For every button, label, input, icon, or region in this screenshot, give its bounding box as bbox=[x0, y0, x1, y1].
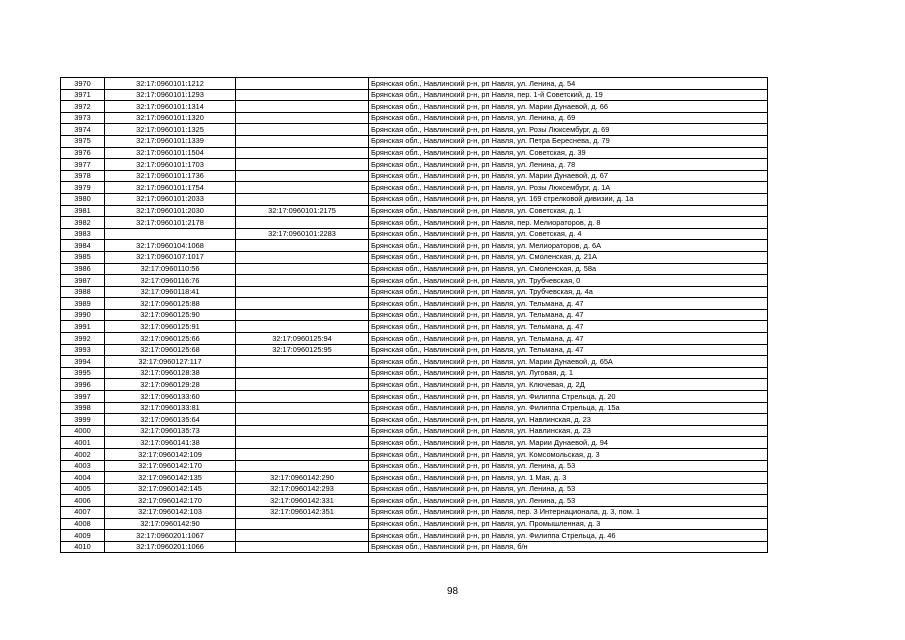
row-number-cell: 3987 bbox=[61, 275, 105, 287]
row-number-cell: 3971 bbox=[61, 89, 105, 101]
table-row bbox=[61, 135, 768, 147]
address-cell: Брянская обл., Навлинский р-н, рп Навля, ул. Марии Дунаевой, д. 65А bbox=[369, 356, 768, 368]
cadastral-number-cell: 32:17:0960101:1339 bbox=[105, 135, 236, 147]
table-row bbox=[61, 217, 768, 229]
address-cell: Брянская обл., Навлинский р-н, рп Навля, ул. Розы Люксембург, д. 1А bbox=[369, 182, 768, 194]
cadastral-number-cell: 32:17:0960141:38 bbox=[105, 437, 236, 449]
cadastral-number-cell: 32:17:0960201:1067 bbox=[105, 530, 236, 542]
row-number-cell: 3970 bbox=[61, 78, 105, 90]
table-row bbox=[61, 78, 768, 90]
cadastral-number-cell: 32:17:0960104:1068 bbox=[105, 240, 236, 252]
table-row bbox=[61, 275, 768, 287]
previous-cadastral-number-cell bbox=[236, 518, 369, 530]
registry-table bbox=[60, 77, 768, 553]
table-row bbox=[61, 298, 768, 310]
cadastral-number-cell: 32:17:0960101:1736 bbox=[105, 170, 236, 182]
cadastral-number-cell: 32:17:0960127:117 bbox=[105, 356, 236, 368]
row-number-cell: 3997 bbox=[61, 391, 105, 403]
cadastral-number-cell: 32:17:0960110:56 bbox=[105, 263, 236, 275]
cadastral-number-cell: 32:17:0960133:81 bbox=[105, 402, 236, 414]
previous-cadastral-number-cell bbox=[236, 135, 369, 147]
address-cell: Брянская обл., Навлинский р-н, рп Навля, ул. Марии Дунаевой, д. 94 bbox=[369, 437, 768, 449]
cadastral-number-cell: 32:17:0960128:38 bbox=[105, 367, 236, 379]
cadastral-number-cell: 32:17:0960101:2030 bbox=[105, 205, 236, 217]
previous-cadastral-number-cell: 32:17:0960101:2175 bbox=[236, 205, 369, 217]
row-number-cell: 3985 bbox=[61, 251, 105, 263]
table-row bbox=[61, 228, 768, 240]
table-row bbox=[61, 367, 768, 379]
address-cell: Брянская обл., Навлинский р-н, рп Навля, ул. Ленина, д. 53 bbox=[369, 495, 768, 507]
previous-cadastral-number-cell bbox=[236, 367, 369, 379]
table-row bbox=[61, 483, 768, 495]
previous-cadastral-number-cell bbox=[236, 425, 369, 437]
address-cell: Брянская обл., Навлинский р-н, рп Навля, ул. Комсомольская, д. 3 bbox=[369, 449, 768, 461]
address-cell: Брянская обл., Навлинский р-н, рп Навля, ул. Смоленская, д. 21А bbox=[369, 251, 768, 263]
address-cell: Брянская обл., Навлинский р-н, рп Навля, ул. Навлинская, д. 23 bbox=[369, 414, 768, 426]
table-row bbox=[61, 124, 768, 136]
cadastral-number-cell: 32:17:0960142:170 bbox=[105, 495, 236, 507]
previous-cadastral-number-cell bbox=[236, 298, 369, 310]
table-row bbox=[61, 472, 768, 484]
table-row bbox=[61, 333, 768, 345]
previous-cadastral-number-cell bbox=[236, 286, 369, 298]
previous-cadastral-number-cell bbox=[236, 112, 369, 124]
previous-cadastral-number-cell bbox=[236, 147, 369, 159]
row-number-cell: 3972 bbox=[61, 101, 105, 113]
cadastral-number-cell: 32:17:0960101:1754 bbox=[105, 182, 236, 194]
previous-cadastral-number-cell: 32:17:0960101:2283 bbox=[236, 228, 369, 240]
cadastral-number-cell: 32:17:0960142:135 bbox=[105, 472, 236, 484]
address-cell: Брянская обл., Навлинский р-н, рп Навля, ул. Советская, д. 4 bbox=[369, 228, 768, 240]
previous-cadastral-number-cell bbox=[236, 391, 369, 403]
address-cell: Брянская обл., Навлинский р-н, рп Навля, ул. Петра Береснева, д. 79 bbox=[369, 135, 768, 147]
page-number: 98 bbox=[446, 586, 459, 597]
cadastral-number-cell: 32:17:0960142:109 bbox=[105, 449, 236, 461]
address-cell: Брянская обл., Навлинский р-н, рп Навля, ул. Тельмана, д. 47 bbox=[369, 344, 768, 356]
table-row bbox=[61, 112, 768, 124]
previous-cadastral-number-cell bbox=[236, 170, 369, 182]
address-cell: Брянская обл., Навлинский р-н, рп Навля, ул. Ленина, д. 54 bbox=[369, 78, 768, 90]
table-row bbox=[61, 101, 768, 113]
cadastral-number-cell bbox=[105, 228, 236, 240]
previous-cadastral-number-cell bbox=[236, 217, 369, 229]
row-number-cell: 3981 bbox=[61, 205, 105, 217]
address-cell: Брянская обл., Навлинский р-н, рп Навля, пер. 1-й Советский, д. 19 bbox=[369, 89, 768, 101]
table-row bbox=[61, 321, 768, 333]
address-cell: Брянская обл., Навлинский р-н, рп Навля, ул. Навлинская, д. 23 bbox=[369, 425, 768, 437]
address-cell: Брянская обл., Навлинский р-н, рп Навля, ул. Марии Дунаевой, д. 67 bbox=[369, 170, 768, 182]
table-row bbox=[61, 437, 768, 449]
previous-cadastral-number-cell bbox=[236, 321, 369, 333]
cadastral-number-cell: 32:17:0960129:28 bbox=[105, 379, 236, 391]
row-number-cell: 4007 bbox=[61, 506, 105, 518]
table-row bbox=[61, 506, 768, 518]
table-row bbox=[61, 391, 768, 403]
table-row bbox=[61, 344, 768, 356]
table-row bbox=[61, 495, 768, 507]
previous-cadastral-number-cell bbox=[236, 402, 369, 414]
row-number-cell: 3991 bbox=[61, 321, 105, 333]
previous-cadastral-number-cell bbox=[236, 251, 369, 263]
previous-cadastral-number-cell bbox=[236, 89, 369, 101]
previous-cadastral-number-cell bbox=[236, 437, 369, 449]
row-number-cell: 3993 bbox=[61, 344, 105, 356]
table-row bbox=[61, 182, 768, 194]
row-number-cell: 4003 bbox=[61, 460, 105, 472]
row-number-cell: 3990 bbox=[61, 309, 105, 321]
previous-cadastral-number-cell bbox=[236, 101, 369, 113]
row-number-cell: 4002 bbox=[61, 449, 105, 461]
previous-cadastral-number-cell: 32:17:0960125:95 bbox=[236, 344, 369, 356]
row-number-cell: 3989 bbox=[61, 298, 105, 310]
address-cell: Брянская обл., Навлинский р-н, рп Навля, ул. Советская, д. 39 bbox=[369, 147, 768, 159]
table-row bbox=[61, 89, 768, 101]
row-number-cell: 3980 bbox=[61, 193, 105, 205]
row-number-cell: 4008 bbox=[61, 518, 105, 530]
previous-cadastral-number-cell bbox=[236, 356, 369, 368]
cadastral-number-cell: 32:17:0960142:145 bbox=[105, 483, 236, 495]
row-number-cell: 3988 bbox=[61, 286, 105, 298]
previous-cadastral-number-cell bbox=[236, 263, 369, 275]
row-number-cell: 4004 bbox=[61, 472, 105, 484]
row-number-cell: 3996 bbox=[61, 379, 105, 391]
row-number-cell: 3995 bbox=[61, 367, 105, 379]
previous-cadastral-number-cell: 32:17:0960125:94 bbox=[236, 333, 369, 345]
address-cell: Брянская обл., Навлинский р-н, рп Навля, ул. Тельмана, д. 47 bbox=[369, 333, 768, 345]
address-cell: Брянская обл., Навлинский р-н, рп Навля, ул. 1 Мая, д. 3 bbox=[369, 472, 768, 484]
address-cell: Брянская обл., Навлинский р-н, рп Навля, ул. Филиппа Стрельца, д. 20 bbox=[369, 391, 768, 403]
table-row bbox=[61, 414, 768, 426]
previous-cadastral-number-cell bbox=[236, 460, 369, 472]
table-row bbox=[61, 286, 768, 298]
cadastral-number-cell: 32:17:0960116:76 bbox=[105, 275, 236, 287]
table-row bbox=[61, 263, 768, 275]
table-row bbox=[61, 425, 768, 437]
address-cell: Брянская обл., Навлинский р-н, рп Навля, ул. Советская, д. 1 bbox=[369, 205, 768, 217]
table-row bbox=[61, 159, 768, 171]
address-cell: Брянская обл., Навлинский р-н, рп Навля, ул. Промышленная, д. 3 bbox=[369, 518, 768, 530]
address-cell: Брянская обл., Навлинский р-н, рп Навля, ул. Ленина, д. 53 bbox=[369, 483, 768, 495]
previous-cadastral-number-cell bbox=[236, 182, 369, 194]
table-row bbox=[61, 379, 768, 391]
row-number-cell: 4000 bbox=[61, 425, 105, 437]
table-row bbox=[61, 530, 768, 542]
row-number-cell: 3975 bbox=[61, 135, 105, 147]
previous-cadastral-number-cell bbox=[236, 124, 369, 136]
table-row bbox=[61, 170, 768, 182]
row-number-cell: 4010 bbox=[61, 541, 105, 553]
row-number-cell: 3992 bbox=[61, 333, 105, 345]
address-cell: Брянская обл., Навлинский р-н, рп Навля, ул. Тельмана, д. 47 bbox=[369, 321, 768, 333]
address-cell: Брянская обл., Навлинский р-н, рп Навля, ул. Трубчевская, д. 4а bbox=[369, 286, 768, 298]
previous-cadastral-number-cell bbox=[236, 78, 369, 90]
row-number-cell: 3999 bbox=[61, 414, 105, 426]
cadastral-number-cell: 32:17:0960101:1320 bbox=[105, 112, 236, 124]
table-row bbox=[61, 518, 768, 530]
previous-cadastral-number-cell bbox=[236, 541, 369, 553]
table-row bbox=[61, 356, 768, 368]
table-row bbox=[61, 193, 768, 205]
table-row bbox=[61, 449, 768, 461]
cadastral-number-cell: 32:17:0960201:1066 bbox=[105, 541, 236, 553]
address-cell: Брянская обл., Навлинский р-н, рп Навля, пер. Мелиораторов, д. 8 bbox=[369, 217, 768, 229]
row-number-cell: 4005 bbox=[61, 483, 105, 495]
cadastral-number-cell: 32:17:0960125:66 bbox=[105, 333, 236, 345]
address-cell: Брянская обл., Навлинский р-н, рп Навля, ул. Ленина, д. 78 bbox=[369, 159, 768, 171]
row-number-cell: 3986 bbox=[61, 263, 105, 275]
row-number-cell: 4006 bbox=[61, 495, 105, 507]
table-row bbox=[61, 541, 768, 553]
address-cell: Брянская обл., Навлинский р-н, рп Навля, ул. Смоленская, д. 58а bbox=[369, 263, 768, 275]
previous-cadastral-number-cell bbox=[236, 309, 369, 321]
cadastral-number-cell: 32:17:0960101:1212 bbox=[105, 78, 236, 90]
previous-cadastral-number-cell bbox=[236, 379, 369, 391]
previous-cadastral-number-cell: 32:17:0960142:331 bbox=[236, 495, 369, 507]
cadastral-number-cell: 32:17:0960107:1017 bbox=[105, 251, 236, 263]
table-row bbox=[61, 205, 768, 217]
cadastral-number-cell: 32:17:0960142:170 bbox=[105, 460, 236, 472]
previous-cadastral-number-cell bbox=[236, 530, 369, 542]
row-number-cell: 3994 bbox=[61, 356, 105, 368]
cadastral-number-cell: 32:17:0960125:91 bbox=[105, 321, 236, 333]
address-cell: Брянская обл., Навлинский р-н, рп Навля, пер. 3 Интернационала, д. 3, пом. 1 bbox=[369, 506, 768, 518]
row-number-cell: 3978 bbox=[61, 170, 105, 182]
row-number-cell: 3973 bbox=[61, 112, 105, 124]
cadastral-number-cell: 32:17:0960101:2178 bbox=[105, 217, 236, 229]
cadastral-number-cell: 32:17:0960133:60 bbox=[105, 391, 236, 403]
previous-cadastral-number-cell: 32:17:0960142:351 bbox=[236, 506, 369, 518]
cadastral-number-cell: 32:17:0960135:64 bbox=[105, 414, 236, 426]
row-number-cell: 3974 bbox=[61, 124, 105, 136]
address-cell: Брянская обл., Навлинский р-н, рп Навля, ул. 169 стрелковой дивизии, д. 1а bbox=[369, 193, 768, 205]
address-cell: Брянская обл., Навлинский р-н, рп Навля, ул. Ленина, д. 69 bbox=[369, 112, 768, 124]
table-row bbox=[61, 147, 768, 159]
previous-cadastral-number-cell: 32:17:0960142:293 bbox=[236, 483, 369, 495]
previous-cadastral-number-cell bbox=[236, 414, 369, 426]
address-cell: Брянская обл., Навлинский р-н, рп Навля, ул. Марии Дунаевой, д. 66 bbox=[369, 101, 768, 113]
cadastral-number-cell: 32:17:0960125:90 bbox=[105, 309, 236, 321]
address-cell: Брянская обл., Навлинский р-н, рп Навля, ул. Розы Люксембург, д. 69 bbox=[369, 124, 768, 136]
row-number-cell: 4009 bbox=[61, 530, 105, 542]
cadastral-number-cell: 32:17:0960101:1325 bbox=[105, 124, 236, 136]
previous-cadastral-number-cell bbox=[236, 275, 369, 287]
cadastral-number-cell: 32:17:0960101:1293 bbox=[105, 89, 236, 101]
row-number-cell: 4001 bbox=[61, 437, 105, 449]
table-row bbox=[61, 251, 768, 263]
previous-cadastral-number-cell bbox=[236, 159, 369, 171]
previous-cadastral-number-cell bbox=[236, 240, 369, 252]
address-cell: Брянская обл., Навлинский р-н, рп Навля, ул. Мелиораторов, д. 6А bbox=[369, 240, 768, 252]
previous-cadastral-number-cell: 32:17:0960142:290 bbox=[236, 472, 369, 484]
row-number-cell: 3976 bbox=[61, 147, 105, 159]
cadastral-number-cell: 32:17:0960101:1314 bbox=[105, 101, 236, 113]
cadastral-number-cell: 32:17:0960118:41 bbox=[105, 286, 236, 298]
address-cell: Брянская обл., Навлинский р-н, рп Навля, ул. Ленина, д. 53 bbox=[369, 460, 768, 472]
cadastral-number-cell: 32:17:0960142:103 bbox=[105, 506, 236, 518]
table-row bbox=[61, 309, 768, 321]
previous-cadastral-number-cell bbox=[236, 193, 369, 205]
row-number-cell: 3979 bbox=[61, 182, 105, 194]
row-number-cell: 3982 bbox=[61, 217, 105, 229]
address-cell: Брянская обл., Навлинский р-н, рп Навля, ул. Тельмана, д. 47 bbox=[369, 298, 768, 310]
row-number-cell: 3977 bbox=[61, 159, 105, 171]
address-cell: Брянская обл., Навлинский р-н, рп Навля, б/н bbox=[369, 541, 768, 553]
cadastral-number-cell: 32:17:0960125:88 bbox=[105, 298, 236, 310]
cadastral-number-cell: 32:17:0960142:90 bbox=[105, 518, 236, 530]
row-number-cell: 3983 bbox=[61, 228, 105, 240]
cadastral-number-cell: 32:17:0960101:1504 bbox=[105, 147, 236, 159]
cadastral-number-cell: 32:17:0960101:1703 bbox=[105, 159, 236, 171]
previous-cadastral-number-cell bbox=[236, 449, 369, 461]
table-row bbox=[61, 240, 768, 252]
address-cell: Брянская обл., Навлинский р-н, рп Навля, ул. Ключевая, д. 2Д bbox=[369, 379, 768, 391]
table-row bbox=[61, 402, 768, 414]
address-cell: Брянская обл., Навлинский р-н, рп Навля, ул. Филиппа Стрельца, д. 46 bbox=[369, 530, 768, 542]
cadastral-number-cell: 32:17:0960125:68 bbox=[105, 344, 236, 356]
cadastral-number-cell: 32:17:0960101:2033 bbox=[105, 193, 236, 205]
address-cell: Брянская обл., Навлинский р-н, рп Навля, ул. Филиппа Стрельца, д. 15а bbox=[369, 402, 768, 414]
row-number-cell: 3984 bbox=[61, 240, 105, 252]
table-row bbox=[61, 460, 768, 472]
row-number-cell: 3998 bbox=[61, 402, 105, 414]
address-cell: Брянская обл., Навлинский р-н, рп Навля, ул. Трубчевская, 0 bbox=[369, 275, 768, 287]
registry-table-body bbox=[61, 78, 768, 553]
address-cell: Брянская обл., Навлинский р-н, рп Навля, ул. Луговая, д. 1 bbox=[369, 367, 768, 379]
address-cell: Брянская обл., Навлинский р-н, рп Навля, ул. Тельмана, д. 47 bbox=[369, 309, 768, 321]
cadastral-number-cell: 32:17:0960135:73 bbox=[105, 425, 236, 437]
